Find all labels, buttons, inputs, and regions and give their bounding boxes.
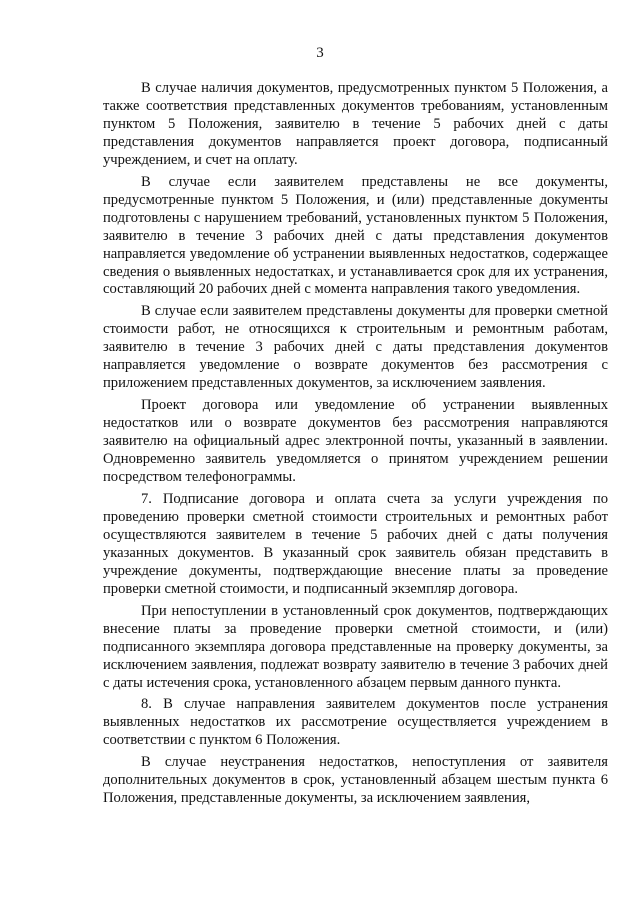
paragraph-7: 8. В случае направления заявителем документов после устранения выявленных недостатков их рассмотрение осуществляется учреждением в соответствии с пунктом 6 Положения.: [103, 696, 608, 749]
page-number: 3: [316, 45, 324, 61]
document-body: [103, 80, 608, 812]
paragraph-8: В случае неустранения недостатков, непоступления от заявителя дополнительных документов в срок, установленный абзацем шестым пункта 6 Положения, представленные документы, за исключением заявления,: [103, 754, 608, 807]
paragraph-6: При непоступлении в установленный срок документов, подтверждающих внесение платы за проведение проверки сметной стоимости, и (или) подписанного экземпляра договора представленные на проверку документы, за исключением заявления, подлежат возврату заявителю в течение 3 рабочих дней с даты истечения срока, установленного абзацем первым данного пункта.: [103, 602, 608, 691]
paragraph-2: В случае если заявителем представлены не все документы, предусмотренные пунктом 5 Положения, и (или) представленные документы подготовлены с нарушением требований, установленных пунктом 5 Положения, заявителю в течение 3 рабочих дней с даты представления документов направляется уведомление об устранении выявленных недостатков, содержащее сведения о выявленных недостатках, и устанавливается срок для их устранения, составляющий 20 рабочих дней с момента направления такого уведомления.: [103, 173, 608, 298]
paragraph-5: 7. Подписание договора и оплата счета за услуги учреждения по проведению проверки сметной стоимости строительных и ремонтных работ осуществляются заявителем в течение 5 рабочих дней с даты получения указанных документов. В указанный срок заявитель обязан представить в учреждение документы, подтверждающие внесение платы за проведение проверки сметной стоимости, и подписанный экземпляр договора.: [103, 490, 608, 597]
paragraph-3: В случае если заявителем представлены документы для проверки сметной стоимости работ, не относящихся к строительным и ремонтным работам, заявителю в течение 3 рабочих дней с даты представления документов направляется уведомление о возврате документов без рассмотрения с приложением представленных документов, за исключением заявления.: [103, 303, 608, 392]
paragraph-1: В случае наличия документов, предусмотренных пунктом 5 Положения, а также соответствия представленных документов требованиям, установленным пунктом 5 Положения, заявителю в течение 5 рабочих дней с даты представления документов направляется проект договора, подписанный учреждением, и счет на оплату.: [103, 80, 608, 168]
paragraph-4: Проект договора или уведомление об устранении выявленных недостатков или о возврате документов без рассмотрения направляются заявителю на официальный адрес электронной почты, указанный в заявлении. Одновременно заявитель уведомляется о принятом учреждением решении посредством телефонограммы.: [103, 397, 608, 486]
